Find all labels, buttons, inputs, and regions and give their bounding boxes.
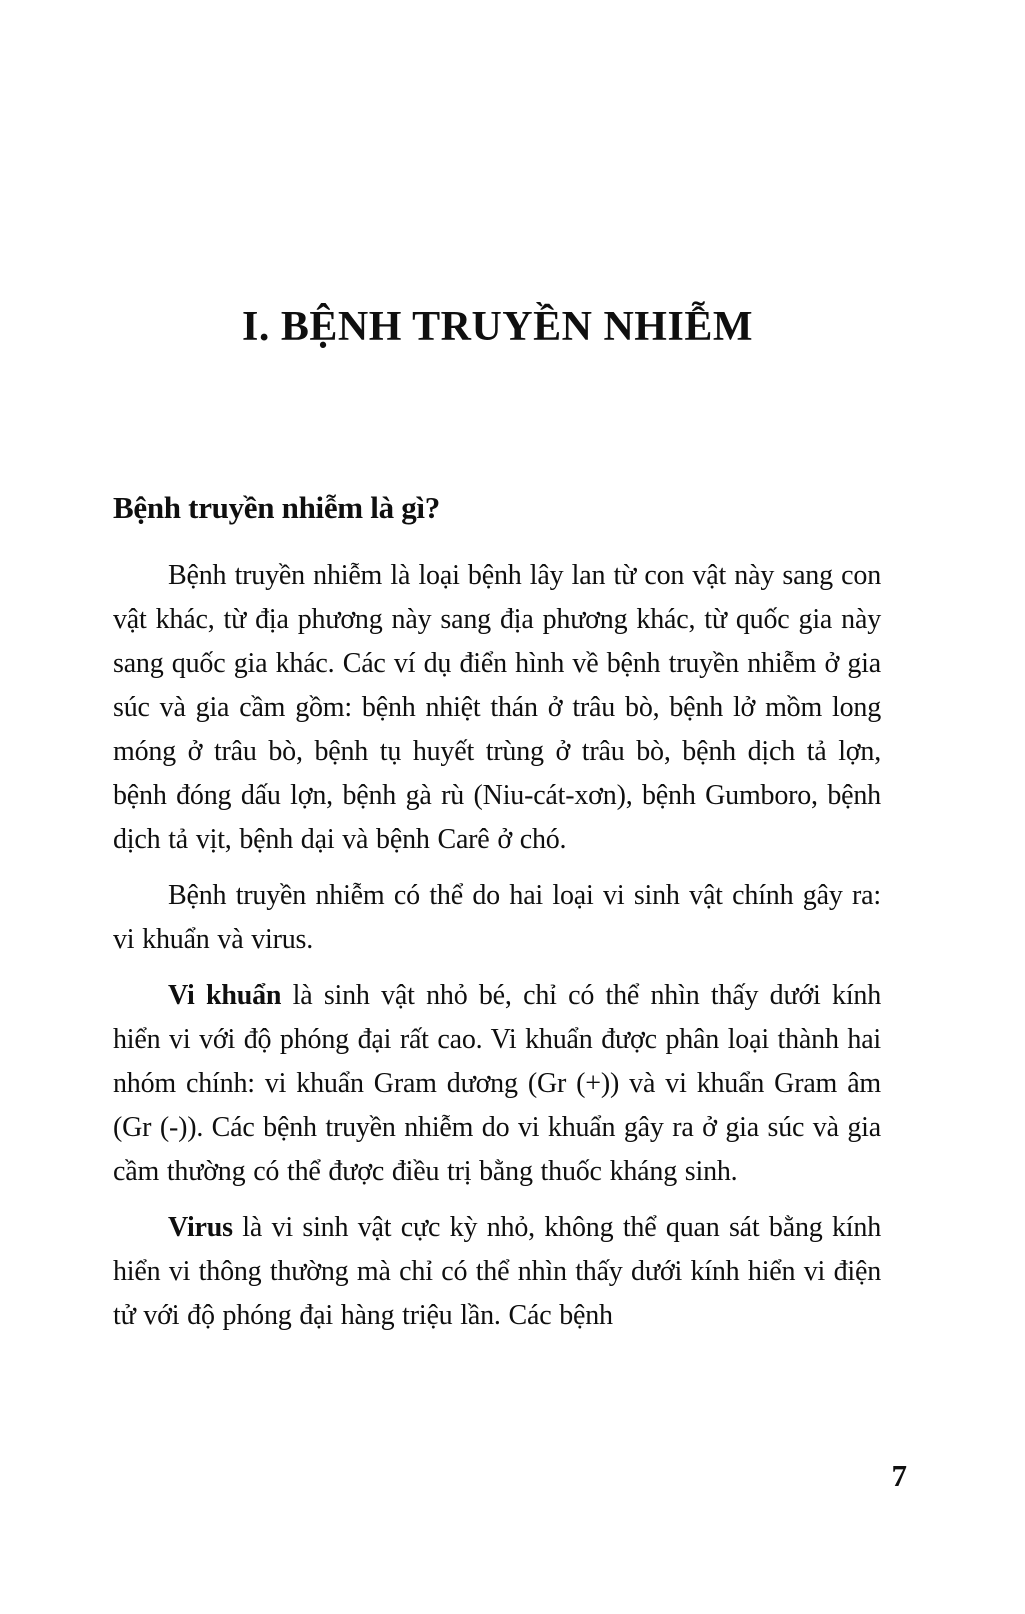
- paragraph-text: là vi sinh vật cực kỳ nhỏ, không thể quan sát bằng kính hiển vi thông thường mà chỉ có thể nhìn thấy dưới kính hiển vi điện tử với độ phóng đại hàng triệu lần. Các bệnh: [113, 1212, 881, 1331]
- paragraph: [113, 1206, 881, 1338]
- paragraph-text: Bệnh truyền nhiễm có thể do hai loại vi sinh vật chính gây ra: vi khuẩn và virus.: [113, 880, 881, 955]
- page-number: 7: [891, 1458, 907, 1493]
- paragraph: [113, 554, 881, 862]
- chapter-title: I. BỆNH TRUYỀN NHIỄM: [242, 304, 753, 350]
- paragraph: [113, 974, 881, 1194]
- section-heading: Bệnh truyền nhiễm là gì?: [113, 490, 440, 525]
- paragraph-text: Bệnh truyền nhiễm là loại bệnh lây lan từ con vật này sang con vật khác, từ địa phương này sang địa phương khác, từ quốc gia này sang quốc gia khác. Các ví dụ điển hình về bệnh truyền nhiễm ở gia súc và gia cầm gồm: bệnh nhiệt thán ở trâu bò, bệnh lở mồm long móng ở trâu bò, bệnh tụ huyết trùng ở trâu bò, bệnh dịch tả lợn, bệnh đóng dấu lợn, bệnh gà rù (Niu-cát-xơn), bệnh Gumboro, bệnh dịch tả vịt, bệnh dại và bệnh Carê ở chó.: [113, 560, 881, 855]
- bold-term: Virus: [168, 1212, 233, 1243]
- bold-term: Vi khuẩn: [168, 980, 282, 1011]
- paragraph-text: là sinh vật nhỏ bé, chỉ có thể nhìn thấy dưới kính hiển vi với độ phóng đại rất cao. Vi khuẩn được phân loại thành hai nhóm chính: vi khuẩn Gram dương (Gr (+)) và vi khuẩn Gram âm (Gr (-)). Các bệnh truyền nhiễm do vi khuẩn gây ra ở gia súc và gia cầm thường có thể được điều trị bằng thuốc kháng sinh.: [113, 980, 882, 1187]
- body-text: [113, 554, 881, 1350]
- paragraph: [113, 874, 881, 962]
